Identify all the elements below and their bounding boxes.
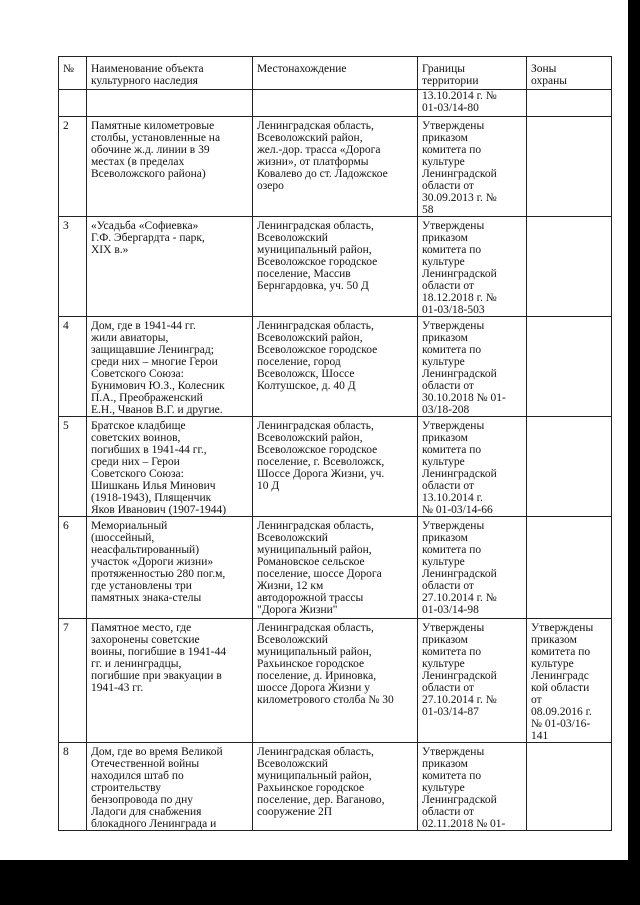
cell-object-name: Памятные километровые столбы, установленные на обочине ж.д. линии в 39 местах (в пределах Всеволожского района) xyxy=(87,117,253,217)
cell-object-name xyxy=(87,90,253,117)
cell-number: 7 xyxy=(59,619,87,743)
cell-number: 5 xyxy=(59,417,87,517)
table-row xyxy=(59,117,612,217)
header-location: Местонахождение xyxy=(253,57,418,90)
cell-number xyxy=(59,90,87,117)
cell-location: Ленинградская область, Всеволожский муниципальный район, Рахьинское городское поселение, д. Ириновка, шоссе Дорога Жизни у километрового столба № 30 xyxy=(253,619,418,743)
table-row xyxy=(59,517,612,619)
table-row xyxy=(59,217,612,317)
header-number: № xyxy=(59,57,87,90)
cell-protection-zones xyxy=(527,417,612,517)
cell-location: Ленинградская область, Всеволожский район, Всеволожское городское поселение, г. Всеволожск, Шоссе Дорога Жизни, уч. 10 Д xyxy=(253,417,418,517)
cell-protection-zones xyxy=(527,90,612,117)
cell-object-name: Дом, где во время Великой Отечественной войны находился штаб по строительству бензопровода по дну Ладоги для снабжения блокадного Ленинграда и xyxy=(87,743,253,831)
table-row xyxy=(59,317,612,417)
cell-location: Ленинградская область, Всеволожский район, жел.-дор. трасса «Дорога жизни», от платформы Ковалево до ст. Ладожское озеро xyxy=(253,117,418,217)
cell-territory-borders: Утверждены приказом комитета по культуре Ленинградской области от 30.10.2018 № 01- 03/18-208 xyxy=(418,317,527,417)
cell-number: 6 xyxy=(59,517,87,619)
header-territory-borders: Границы территории xyxy=(418,57,527,90)
cell-location xyxy=(253,90,418,117)
cell-object-name: Мемориальный (шоссейный, неасфальтированный) участок «Дороги жизни» протяженностью 280 пог.м, где установлены три памятных знака-стелы xyxy=(87,517,253,619)
scan-edge-bottom xyxy=(0,860,640,905)
cell-number: 2 xyxy=(59,117,87,217)
cell-number: 8 xyxy=(59,743,87,831)
cell-object-name: Дом, где в 1941-44 гг. жили авиаторы, защищавшие Ленинград; среди них – многие Герои Советского Союза: Бунимович Ю.З., Колесник П.А., Преображенский Е.Н., Чванов В.Г. и другие. xyxy=(87,317,253,417)
cell-protection-zones xyxy=(527,217,612,317)
cell-territory-borders: Утверждены приказом комитета по культуре Ленинградской области от 18.12.2018 г. № 01-03/18-503 xyxy=(418,217,527,317)
cell-territory-borders: Утверждены приказом комитета по культуре Ленинградской области от 27.10.2014 г. № 01-03/14-98 xyxy=(418,517,527,619)
cell-territory-borders: Утверждены приказом комитета по культуре Ленинградской области от 13.10.2014 г. № 01-03/14-66 xyxy=(418,417,527,517)
cell-location: Ленинградская область, Всеволожский муниципальный район, Рахьинское городское поселение, дер. Ваганово, сооружение 2П xyxy=(253,743,418,831)
cell-location: Ленинградская область, Всеволожский муниципальный район, Всеволожское городское поселение, Массив Бернгардовка, уч. 50 Д xyxy=(253,217,418,317)
table-header-row xyxy=(59,57,612,90)
header-protection-zones: Зоны охраны xyxy=(527,57,612,90)
table-row xyxy=(59,743,612,831)
table-row xyxy=(59,619,612,743)
cell-protection-zones xyxy=(527,517,612,619)
cell-territory-borders: Утверждены приказом комитета по культуре Ленинградской области от 02.11.2018 № 01- xyxy=(418,743,527,831)
heritage-table xyxy=(58,56,612,831)
table-row-continuation xyxy=(59,90,612,117)
cell-number: 3 xyxy=(59,217,87,317)
cell-location: Ленинградская область, Всеволожский муниципальный район, Романовское сельское поселение, шоссе Дорога Жизни, 12 км автодорожной трассы "Дорога Жизни" xyxy=(253,517,418,619)
cell-territory-borders: Утверждены приказом комитета по культуре Ленинградской области от 30.09.2013 г. № 58 xyxy=(418,117,527,217)
cell-object-name: Памятное место, где захоронены советские воины, погибшие в 1941-44 гг. и ленинградцы, погибшие при эвакуации в 1941-43 гг. xyxy=(87,619,253,743)
header-object-name: Наименование объекта культурного наследия xyxy=(87,57,253,90)
table-row xyxy=(59,417,612,517)
cell-protection-zones xyxy=(527,317,612,417)
cell-location: Ленинградская область, Всеволожский район, Всеволожское городское поселение, город Всеволожск, Шоссе Колтушское, д. 40 Д xyxy=(253,317,418,417)
cell-protection-zones xyxy=(527,743,612,831)
cell-protection-zones xyxy=(527,117,612,217)
cell-object-name: «Усадьба «Софиевка» Г.Ф. Эбергардта - парк, XIX в.» xyxy=(87,217,253,317)
cell-territory-borders: 13.10.2014 г. № 01-03/14-80 xyxy=(418,90,527,117)
cell-number: 4 xyxy=(59,317,87,417)
cell-territory-borders: Утверждены приказом комитета по культуре Ленинградской области от 27.10.2014 г. № 01-03/14-87 xyxy=(418,619,527,743)
scan-edge-right xyxy=(628,0,640,905)
cell-object-name: Братское кладбище советских воинов, погибших в 1941-44 гг., среди них – Герои Советского Союза: Шишкань Илья Минович (1918-1943), Плященчик Яков Иванович (1907-1944) xyxy=(87,417,253,517)
cell-protection-zones: Утверждены приказом комитета по культуре Ленинградс кой области от 08.09.2016 г. № 01-03/16- 141 xyxy=(527,619,612,743)
